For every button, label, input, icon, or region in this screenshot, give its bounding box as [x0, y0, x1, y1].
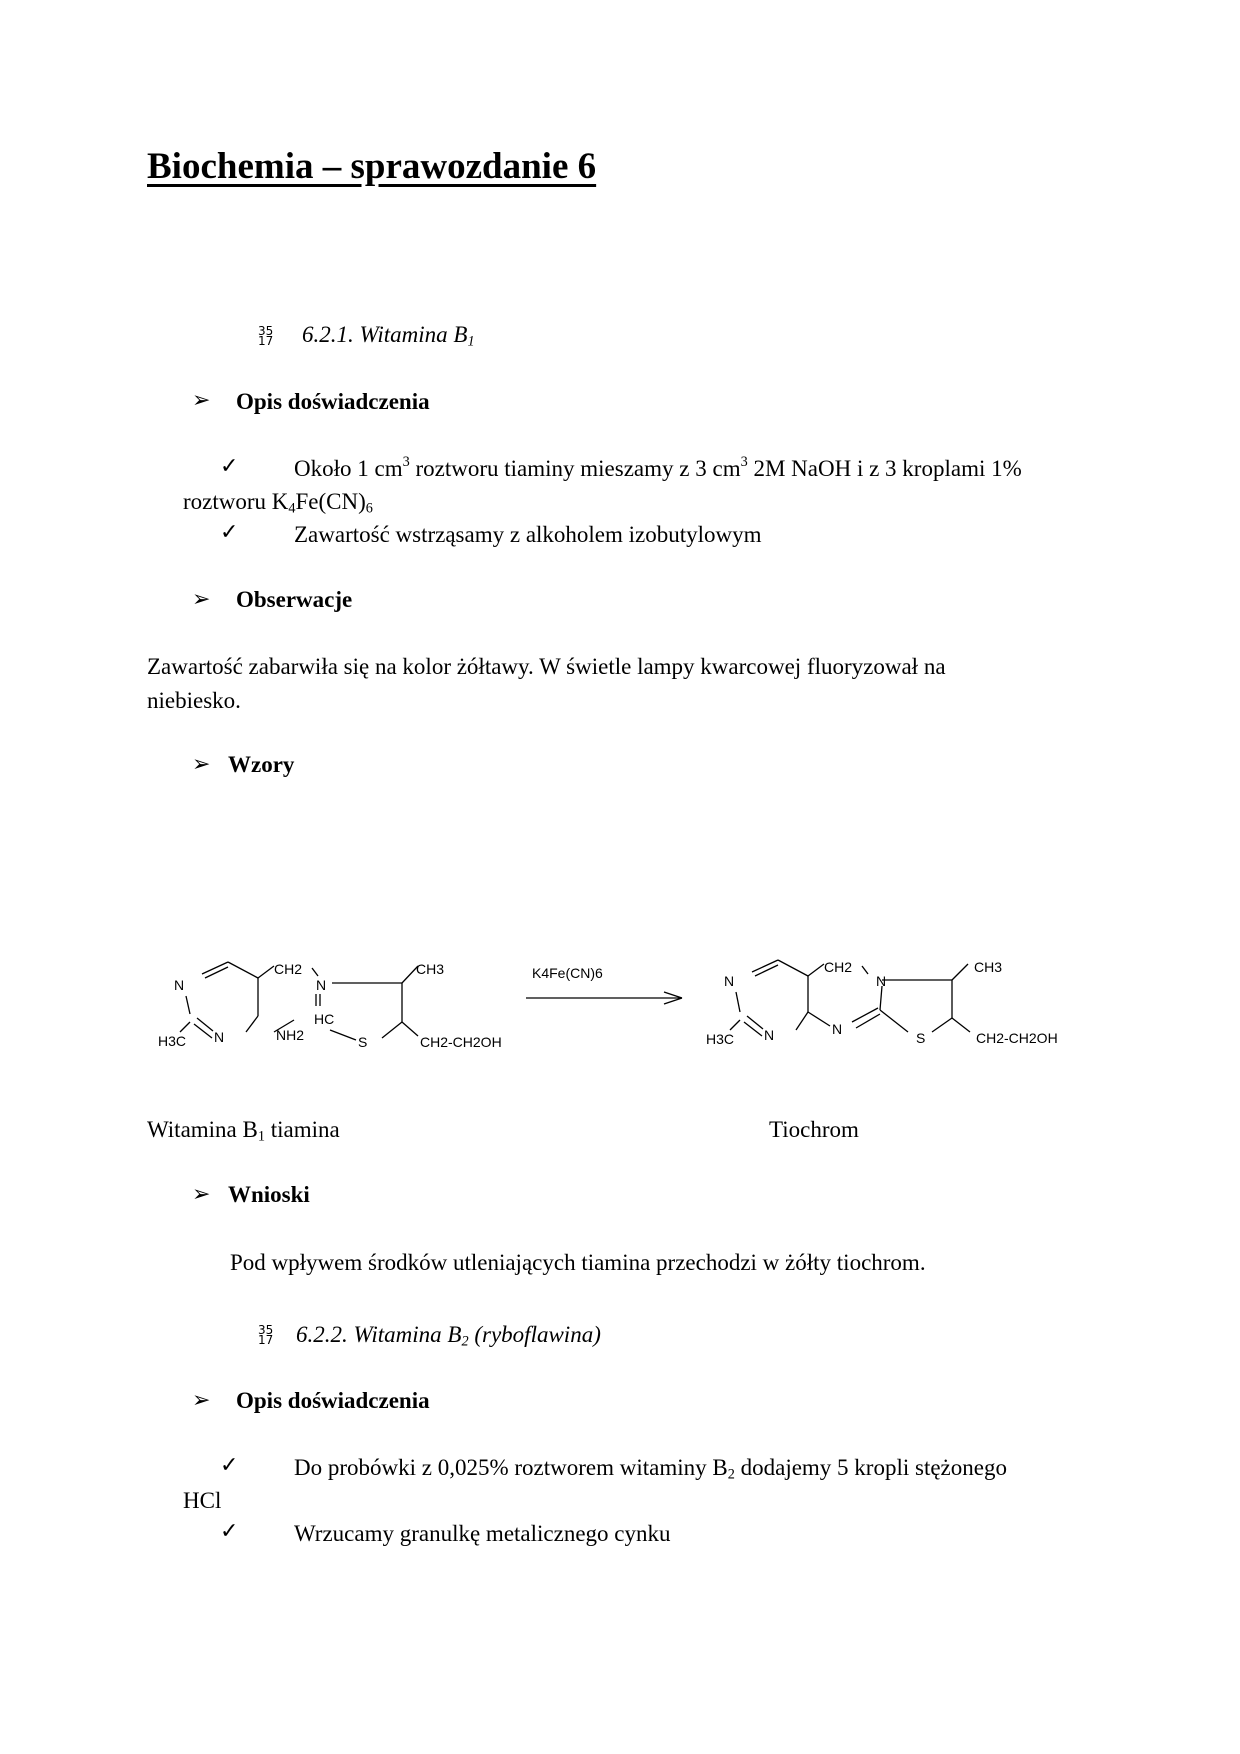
b2-step2-text: Wrzucamy granulkę metalicznego cynku: [294, 1521, 671, 1546]
symbol-bottom: 17: [258, 334, 274, 348]
label-ch3: CH3: [416, 961, 445, 977]
step1-line2: [183, 485, 373, 518]
b2-step1-line1: [294, 1451, 1007, 1484]
step1-text-a: Około 1 cm: [294, 456, 403, 481]
symbol-bottom: 17: [258, 1333, 274, 1347]
caption-sub: 1: [257, 1128, 265, 1145]
arrow-bullet-icon: ➢: [192, 752, 211, 777]
step1-line2-b: Fe(CN): [295, 489, 366, 514]
obserwacje-line2: niebiesko.: [147, 688, 241, 713]
section-heading-6-2-2: [296, 1322, 601, 1348]
step1-line1: [294, 452, 1022, 485]
label-h3c: H3C: [158, 1033, 187, 1049]
heading-text: 6.2.1. Witamina B: [302, 322, 468, 347]
section-symbol-icon: [258, 326, 273, 346]
opis-heading: Opis doświadczenia: [236, 389, 430, 414]
checkmark-icon: ✓: [220, 454, 239, 479]
label-s: S: [358, 1034, 368, 1050]
label-n2: N: [764, 1027, 775, 1043]
checkmark-icon: ✓: [220, 520, 239, 545]
reagent-label: K4Fe(CN)6: [532, 965, 603, 981]
label-ch2-ch2oh: CH2-CH2OH: [976, 1030, 1058, 1046]
section-symbol-icon: [258, 1325, 273, 1345]
label-n-link: N: [316, 977, 327, 993]
label-n1: N: [174, 977, 185, 993]
label-n1: N: [724, 973, 735, 989]
arrow-bullet-icon: ➢: [192, 388, 211, 413]
wnioski-text: Pod wpływem środków utleniających tiamina przechodzi w żółty tiochrom.: [230, 1250, 926, 1275]
obserwacje-line1: Zawartość zabarwiła się na kolor żółtawy. W świetle lampy kwarcowej fluoryzował na: [147, 654, 946, 679]
step1-line2-sub2: 6: [365, 500, 373, 517]
label-n-link: N: [876, 973, 887, 989]
step1-line2-a: roztworu K: [183, 489, 289, 514]
checkmark-icon: ✓: [220, 1453, 239, 1478]
reaction-diagram: [150, 950, 1080, 1070]
thiochrome-caption: Tiochrom: [769, 1117, 859, 1142]
b2-step1-sub: 2: [727, 1466, 735, 1483]
arrow-bullet-icon: ➢: [192, 1182, 211, 1207]
step1-text-c: 2M NaOH i z 3 kroplami 1%: [747, 456, 1022, 481]
b2-step1-text-b: dodajemy 5 kropli stężonego: [734, 1455, 1007, 1480]
label-nh2: NH2: [276, 1027, 305, 1043]
checkmark-icon: ✓: [220, 1519, 239, 1544]
symbol-top: 35: [258, 1323, 274, 1337]
step2-text: Zawartość wstrząsamy z alkoholem izobutylowym: [294, 522, 762, 547]
step1-text-b: roztworu tiaminy mieszamy z 3 cm: [409, 456, 741, 481]
b2-step1-text-a: Do probówki z 0,025% roztworem witaminy B: [294, 1455, 728, 1480]
step1-sup-b: 3: [740, 454, 748, 471]
heading-text: 6.2.2. Witamina B: [296, 1322, 462, 1347]
reaction-arrow: [526, 992, 682, 1004]
label-h3c: H3C: [706, 1031, 735, 1047]
caption-text-a: Witamina B: [147, 1117, 258, 1142]
wnioski-heading: Wnioski: [228, 1182, 310, 1207]
heading-subscript: 2: [461, 1333, 469, 1350]
document-title: Biochemia – sprawozdanie 6: [147, 146, 597, 187]
b2-step1-line2: HCl: [183, 1488, 222, 1513]
thiamine-caption: [147, 1113, 340, 1146]
label-hc: HC: [314, 1011, 335, 1027]
opis-heading-2: Opis doświadczenia: [236, 1388, 430, 1413]
step1-line2-sub1: 4: [288, 500, 296, 517]
label-ch3: CH3: [974, 959, 1003, 975]
heading-tail: (ryboflawina): [468, 1322, 601, 1347]
caption-text-b: tiamina: [264, 1117, 340, 1142]
label-ch2-ch2oh: CH2-CH2OH: [420, 1034, 502, 1050]
wzory-heading: Wzory: [228, 752, 295, 777]
label-n3: N: [832, 1021, 843, 1037]
label-n2: N: [214, 1029, 225, 1045]
obserwacje-heading: Obserwacje: [236, 587, 353, 612]
arrow-bullet-icon: ➢: [192, 1388, 211, 1413]
symbol-top: 35: [258, 324, 274, 338]
label-ch2: CH2: [824, 959, 853, 975]
label-s: S: [916, 1030, 926, 1046]
arrow-bullet-icon: ➢: [192, 587, 211, 612]
section-heading-6-2-1: [302, 322, 475, 348]
step1-sup-a: 3: [402, 454, 410, 471]
label-ch2: CH2: [274, 961, 303, 977]
heading-subscript: 1: [467, 333, 475, 350]
